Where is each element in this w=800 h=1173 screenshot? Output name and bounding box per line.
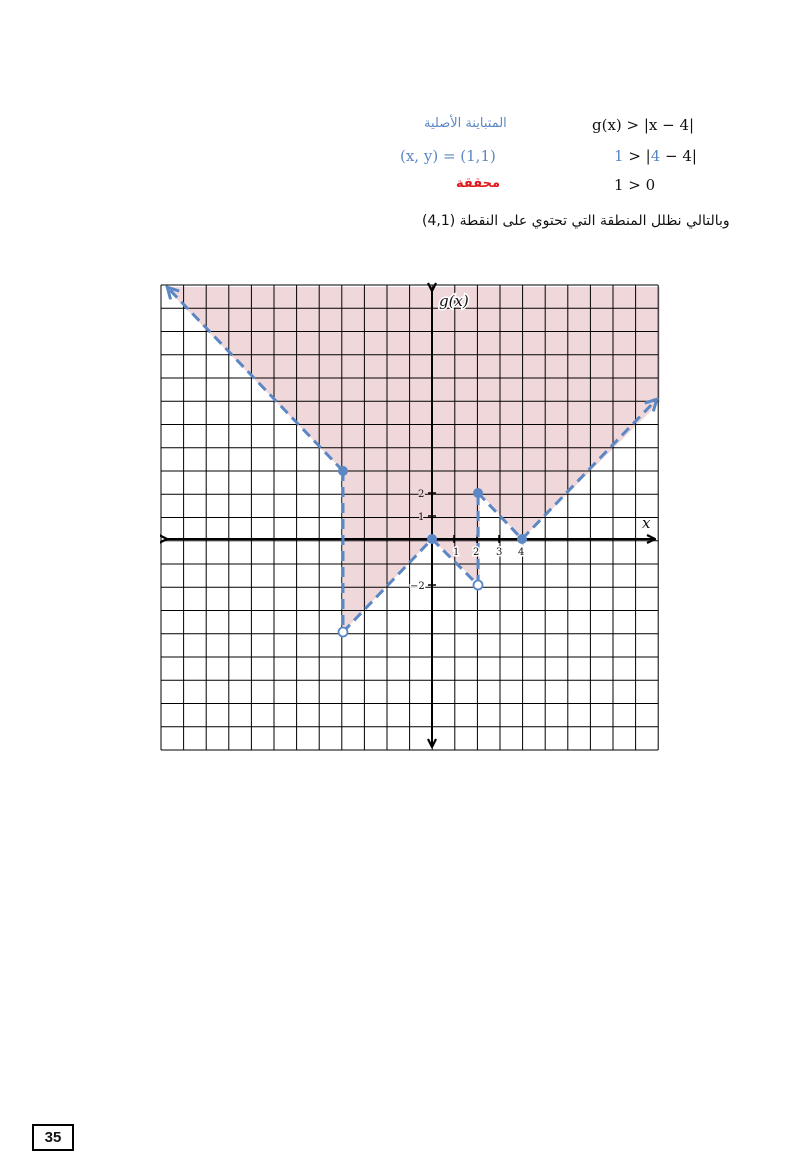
x-axis-label: x	[642, 514, 651, 532]
y-axis-label: g(x)	[439, 292, 469, 310]
closed-point	[338, 466, 348, 476]
closed-point	[473, 488, 483, 498]
substituted-y: 1	[614, 147, 624, 165]
y-tick-label: −2	[410, 581, 425, 592]
inequality-graph	[160, 282, 660, 752]
test-point: (x, y) = (1,1)	[400, 147, 496, 165]
closed-point	[427, 534, 437, 544]
conclusion-text: وبالتالي نظلل المنطقة التي تحتوي على النقطة (4,1)	[422, 213, 730, 229]
x-tick-label: 2	[473, 547, 480, 558]
true-label: محققة	[456, 176, 501, 191]
x-tick-label: 1	[453, 547, 460, 558]
original-inequality-label: المتباينة الأصلية	[424, 116, 507, 131]
open-point	[474, 581, 483, 590]
original-inequality: g(x) > |x − 4|	[592, 116, 695, 134]
substitution-part: > |	[623, 147, 651, 165]
y-tick-label: 1	[418, 512, 425, 523]
substitution	[614, 147, 697, 165]
open-point	[339, 628, 348, 637]
closed-point	[517, 534, 527, 544]
page-number: 35	[32, 1124, 74, 1151]
result: 1 > 0	[614, 176, 656, 194]
x-tick-label: 3	[496, 547, 503, 558]
x-tick-label: 4	[518, 547, 525, 558]
grid	[161, 285, 658, 750]
substitution-part: − 4|	[660, 147, 697, 165]
y-tick-label: 2	[418, 489, 425, 500]
substituted-x: 4	[650, 147, 661, 165]
